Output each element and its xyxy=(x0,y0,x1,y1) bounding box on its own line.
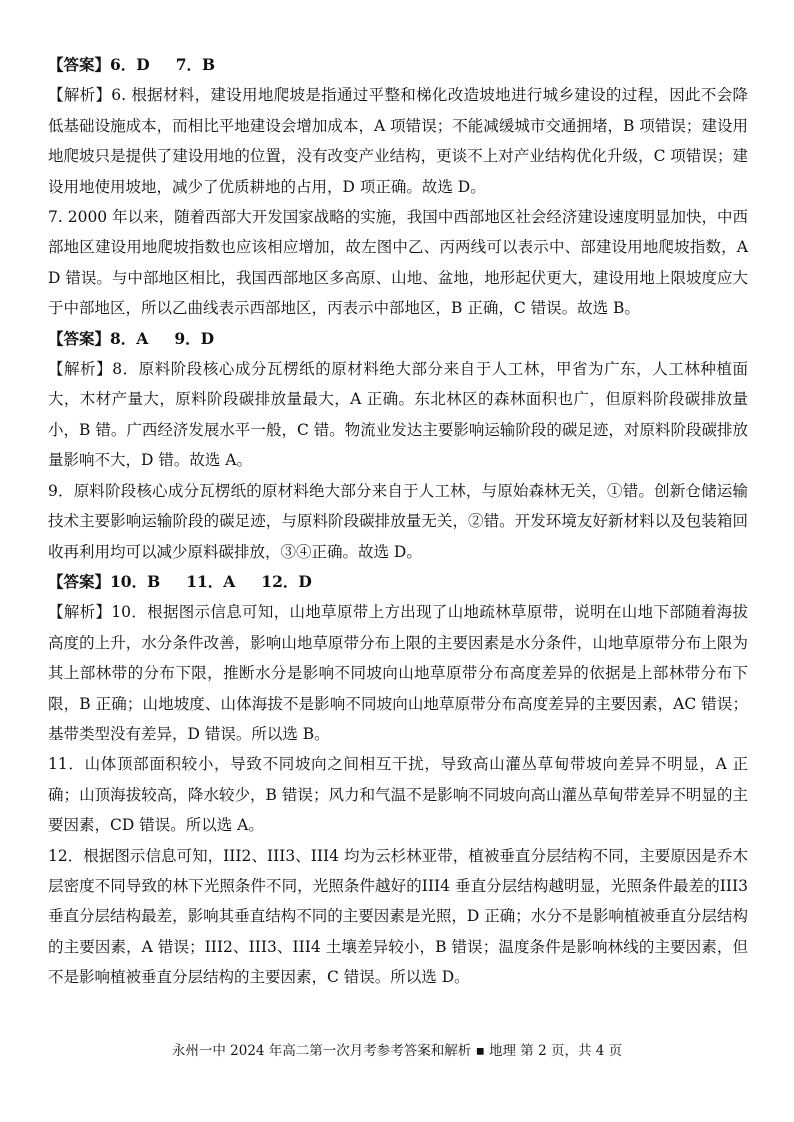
analysis-label: 【解析】 xyxy=(48,603,112,622)
answer-line-1 xyxy=(48,50,748,80)
answer-item: 12．D xyxy=(261,571,312,591)
analysis-paragraph-8 xyxy=(48,354,748,476)
analysis-paragraph-11: 11．山体顶部面积较小，导致不同坡向之间相互干扰，导致高山灌丛草甸带坡向差异不明显，A 正确；山顶海拔较高，降水较少，B 错误；风力和气温不是影响不同坡向高山灌丛草甸带差异不明显的主要因素，CD 错误。所以选 A。 xyxy=(48,755,748,835)
answer-item: 9．D xyxy=(174,328,215,348)
analysis-paragraph-12: 12．根据图示信息可知，III2、III3、III4 均为云杉林亚带，植被垂直分层结构不同，主要原因是乔木层密度不同导致的林下光照条件不同，光照条件越好的III4 垂直分层结构越明显，光照条件最差的III3 垂直分层结构最差，影响其垂直结构不同的主要因素是光照，D 正确；水分不是影响植被垂直分层结构的主要因素，A 错误；III2、III3、III4 土壤差异较小，B 错误；温度条件是影响林线的主要因素，但不是影响植被垂直分层结构的主要因素，C 错误。所以选 D。 xyxy=(48,846,748,987)
analysis-label: 【解析】 xyxy=(48,86,112,105)
analysis-label: 【解析】 xyxy=(48,360,113,379)
analysis-paragraph-7: 7. 2000 年以来，随着西部大开发国家战略的实施，我国中西部地区社会经济建设速度明显加快，中西部地区建设用地爬坡指数也应该相应增加，故左图中乙、丙两线可以表示中、部建设用地爬坡指数，AD 错误。与中部地区相比，我国西部地区多高原、山地、盆地，地形起伏更大，建设用地上限坡度应大于中部地区，所以乙曲线表示西部地区，丙表示中部地区，B 正确，C 错误。故选 B。 xyxy=(48,208,748,318)
analysis-paragraph-10 xyxy=(48,597,748,749)
document-body xyxy=(48,50,748,993)
answer-item: 6．D xyxy=(110,55,150,74)
answer-item: 10．B xyxy=(110,571,161,591)
answer-line-2 xyxy=(48,324,748,354)
page-footer: 永州一中 2024 年高二第一次月考参考答案和解析 ▪ 地理 第 2 页，共 4 页 xyxy=(171,1043,623,1059)
answer-item: 11．A xyxy=(186,571,236,591)
analysis-text: 8．原料阶段核心成分瓦楞纸的原材料绝大部分来自于人工林，甲省为广东，人工林种植面大，木材产量大，原料阶段碳排放量最大，A 正确。东北林区的森林面积也广，但原料阶段碳排放量小，B 错。广西经济发展水平一般，C 错。物流业发达主要影响运输阶段的碳足迹，对原料阶段碳排放量影响不大，D 错。故选 A。 xyxy=(48,360,748,470)
answer-label: 【答案】 xyxy=(48,571,111,591)
answer-item: 8．A xyxy=(110,328,149,348)
answer-item: 7．B xyxy=(175,55,216,74)
answer-line-3 xyxy=(48,567,748,597)
analysis-paragraph-9: 9．原料阶段核心成分瓦楞纸的原材料绝大部分来自于人工林，与原始森林无关，①错。创新仓储运输技术主要影响运输阶段的碳足迹，与原料阶段碳排放量无关，②错。开发环境友好新材料以及包装箱回收再利用均可以减少原料碳排放，③④正确。故选 D。 xyxy=(48,481,748,561)
analysis-text: 6. 根据材料，建设用地爬坡是指通过平整和梯化改造坡地进行城乡建设的过程，因此不会降低基础设施成本，而相比平地建设会增加成本，A 项错误；不能减缓城市交通拥堵，B 项错误；建设用地爬坡只是提供了建设用地的位置，没有改变产业结构，更谈不上对产业结构优化升级，C 项错误；建设用地使用坡地，减少了优质耕地的占用，D 项正确。故选 D。 xyxy=(48,86,748,196)
analysis-text: 10．根据图示信息可知，山地草原带上方出现了山地疏林草原带，说明在山地下部随着海拔高度的上升，水分条件改善，影响山地草原带分布上限的主要因素是水分条件，山地草原带分布上限为其上部林带的分布下限，推断水分是影响不同坡向山地草原带分布高度差异的依据是上部林带分布下限，B 正确；山地坡度、山体海拔不是影响不同坡向山地草原带分布高度差异的主要因素，AC 错误；基带类型没有差异，D 错误。所以选 B。 xyxy=(48,603,748,743)
analysis-paragraph-6 xyxy=(48,80,748,202)
answer-label: 【答案】 xyxy=(48,55,111,74)
answer-label: 【答案】 xyxy=(48,328,111,348)
